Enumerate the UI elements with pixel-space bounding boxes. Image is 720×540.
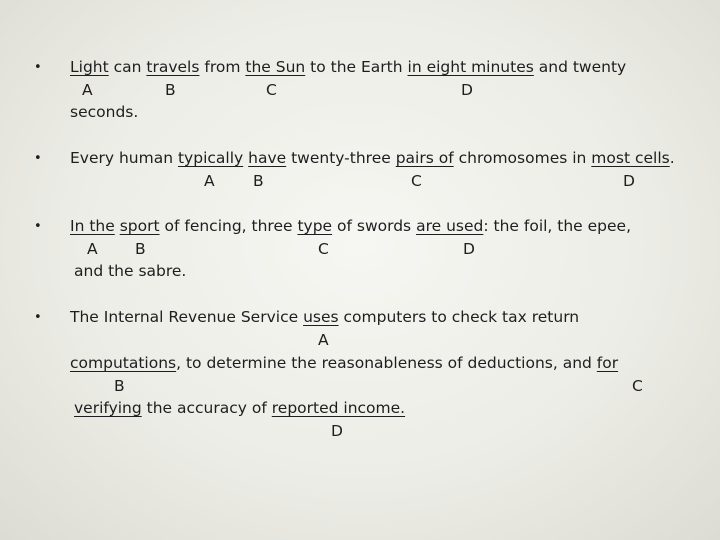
letter-c: C [266, 81, 277, 99]
option-b-text: have [248, 149, 287, 167]
option-c-text: for [596, 354, 619, 372]
option-c-text: pairs of [395, 149, 454, 167]
sentence-1-line-2: seconds. [70, 103, 139, 121]
sentence-2-line-1: Every human typically have twenty-three pairs of chromosomes in most cells. [70, 149, 675, 167]
letter-a: A [87, 240, 98, 258]
option-a-text: In the [70, 217, 115, 235]
sentence-4-line-3: verifying the accuracy of reported income. [74, 399, 406, 417]
letter-c: C [318, 240, 329, 258]
bullet: • [34, 310, 42, 325]
option-a-text: Light [70, 58, 109, 76]
letter-a: A [82, 81, 93, 99]
option-b-text: travels [146, 58, 200, 76]
option-a-text: typically [177, 149, 244, 167]
option-b-text: verifying [74, 399, 142, 417]
letter-b: B [114, 377, 125, 395]
option-b-text: sport [119, 217, 160, 235]
letter-b: B [165, 81, 176, 99]
sentence-4-line-2: computations, to determine the reasonableness of deductions, and for [70, 354, 619, 372]
option-d-text: are used [416, 217, 484, 235]
option-a-text: uses [303, 308, 339, 326]
sentence-1-line-1: Light can travels from the Sun to the Earth in eight minutes and twenty [70, 58, 627, 76]
letter-d: D [463, 240, 475, 258]
letter-d: D [461, 81, 473, 99]
letter-c: C [411, 172, 422, 190]
sentence-3-line-1: In the sport of fencing, three type of swords are used: the foil, the epee, [70, 217, 632, 235]
letter-b: B [253, 172, 264, 190]
option-b-text: computations [70, 354, 177, 372]
option-d-text: most cells [591, 149, 670, 167]
sentence-4-line-1: The Internal Revenue Service uses computers to check tax return [70, 308, 580, 326]
option-c-text: type [297, 217, 333, 235]
letter-d: D [331, 422, 343, 440]
letter-c: C [632, 377, 643, 395]
sentence-3-line-2: and the sabre. [74, 262, 187, 280]
letter-d: D [623, 172, 635, 190]
option-d-text: in eight minutes [407, 58, 534, 76]
bullet: • [34, 60, 42, 75]
letter-b: B [135, 240, 146, 258]
bullet: • [34, 219, 42, 234]
bullet: • [34, 151, 42, 166]
option-c-text: the Sun [245, 58, 306, 76]
letter-a: A [318, 331, 329, 349]
letter-a: A [204, 172, 215, 190]
option-d-text: reported income. [271, 399, 406, 417]
